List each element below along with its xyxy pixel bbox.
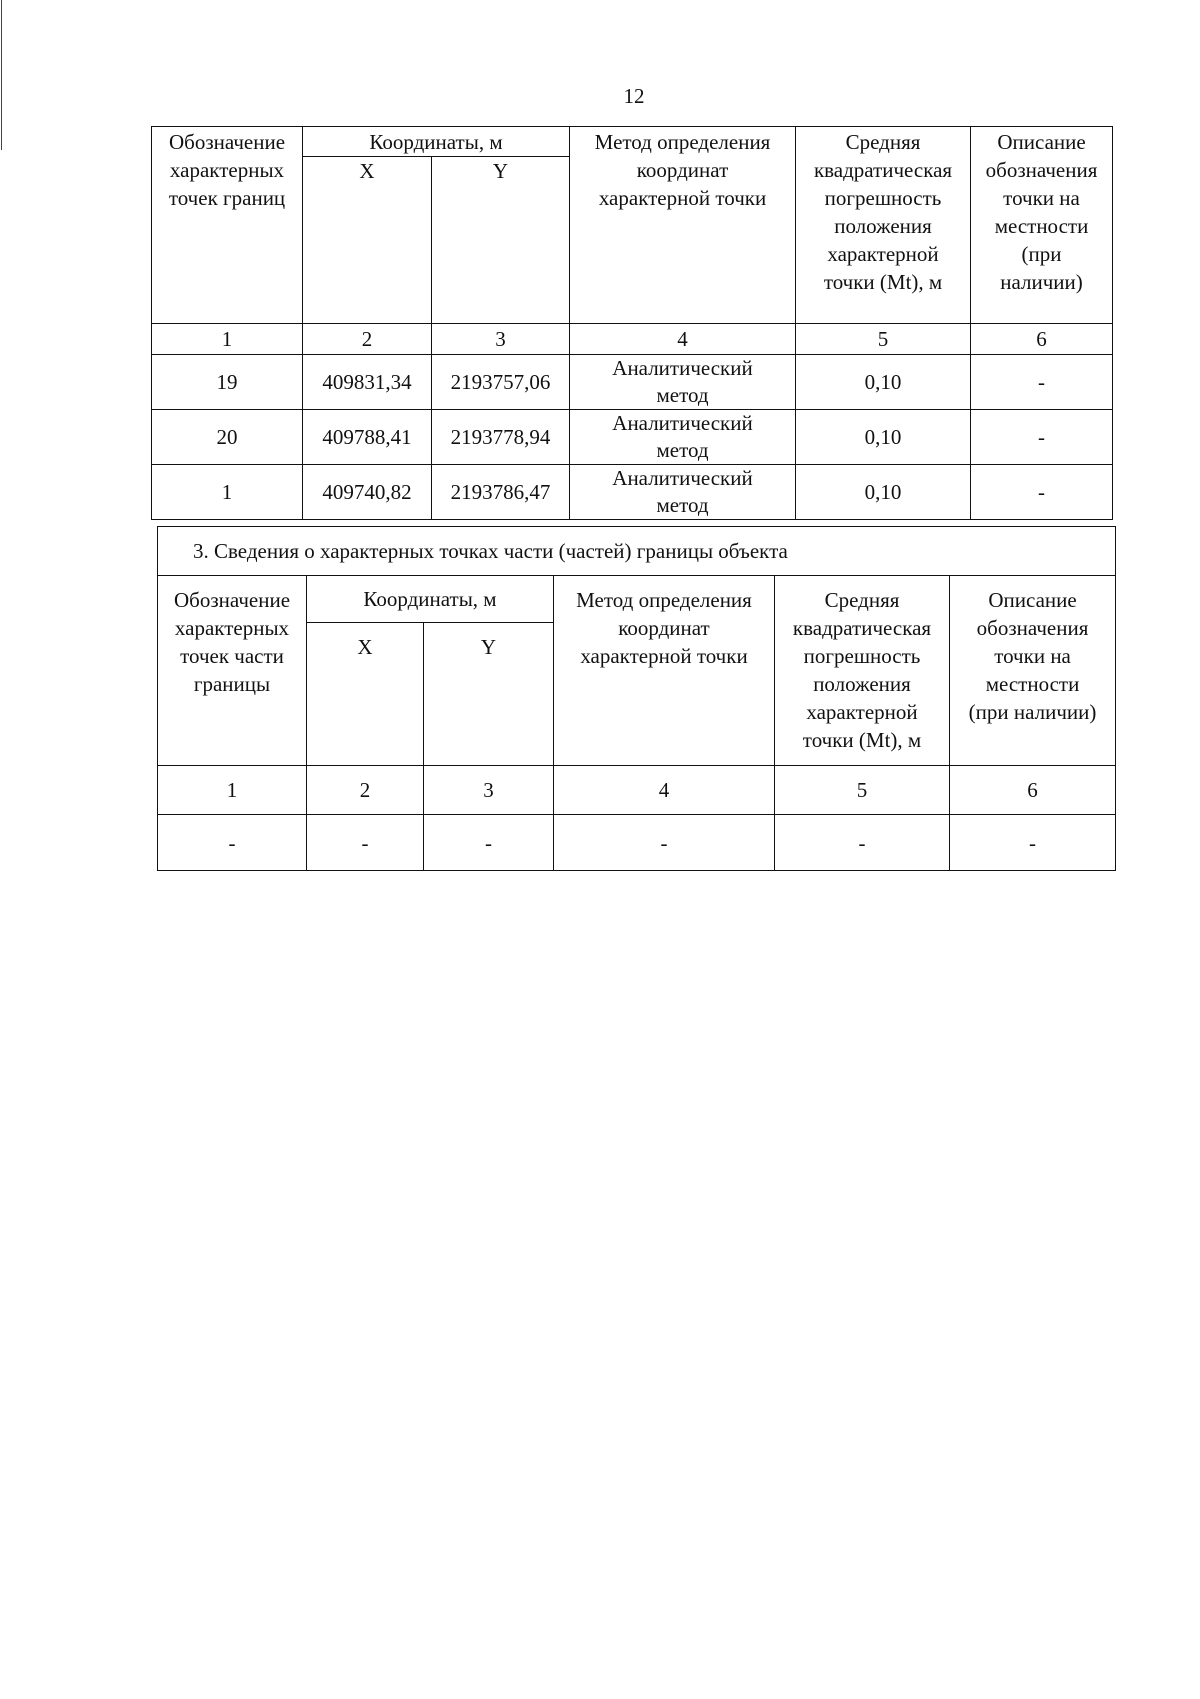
boundary-points-table xyxy=(151,126,1113,520)
point-id: 20 xyxy=(152,410,303,465)
header-error: Средняя квадратическая погрешность положения характерной точки (Mt), м xyxy=(775,576,950,766)
header-error: Средняя квадратическая погрешность положения характерной точки (Mt), м xyxy=(796,127,971,324)
column-number: 4 xyxy=(570,324,796,355)
header-description: Описание обозначения точки на местности (при наличии) xyxy=(950,576,1116,766)
column-number: 2 xyxy=(303,324,432,355)
coord-x: 409788,41 xyxy=(303,410,432,465)
method-cell: Аналитический метод xyxy=(570,355,796,410)
coord-y: 2193778,94 xyxy=(432,410,570,465)
page-number: 12 xyxy=(623,84,645,108)
header-coordinates: Координаты, м xyxy=(303,127,570,157)
error-value: - xyxy=(775,815,950,871)
table-row xyxy=(158,815,1116,871)
table-row xyxy=(152,355,1113,410)
column-number: 4 xyxy=(554,766,775,815)
coord-y: - xyxy=(424,815,554,871)
header-method: Метод определения координат характерной точки xyxy=(554,576,775,766)
error-value: 0,10 xyxy=(796,465,971,520)
column-number: 2 xyxy=(307,766,424,815)
point-id: - xyxy=(158,815,307,871)
column-number: 6 xyxy=(971,324,1113,355)
point-id: 1 xyxy=(152,465,303,520)
header-designation: Обозначение характерных точек границ xyxy=(152,127,303,324)
page-left-edge xyxy=(1,0,2,150)
header-designation: Обозначение характерных точек части границы xyxy=(158,576,307,766)
table-row xyxy=(152,465,1113,520)
column-number: 1 xyxy=(158,766,307,815)
header-y: Y xyxy=(424,623,554,766)
coord-x: 409740,82 xyxy=(303,465,432,520)
header-coordinates: Координаты, м xyxy=(307,576,554,623)
coord-x: - xyxy=(307,815,424,871)
coord-y: 2193786,47 xyxy=(432,465,570,520)
description-value: - xyxy=(971,410,1113,465)
method-cell: Аналитический метод xyxy=(570,410,796,465)
boundary-part-points-table xyxy=(157,526,1116,871)
method-cell: - xyxy=(554,815,775,871)
error-value: 0,10 xyxy=(796,355,971,410)
header-y-fill xyxy=(432,185,570,324)
coord-y: 2193757,06 xyxy=(432,355,570,410)
description-value: - xyxy=(971,355,1113,410)
column-number: 1 xyxy=(152,324,303,355)
description-value: - xyxy=(950,815,1116,871)
method-cell: Аналитический метод xyxy=(570,465,796,520)
header-x: X xyxy=(303,157,432,186)
header-y: Y xyxy=(432,157,570,186)
header-x: X xyxy=(307,623,424,766)
column-number: 5 xyxy=(796,324,971,355)
error-value: 0,10 xyxy=(796,410,971,465)
section-title: 3. Сведения о характерных точках части (частей) границы объекта xyxy=(158,527,1116,576)
column-number: 3 xyxy=(424,766,554,815)
point-id: 19 xyxy=(152,355,303,410)
header-x-fill xyxy=(303,185,432,324)
column-number: 3 xyxy=(432,324,570,355)
header-description: Описание обозначения точки на местности (при наличии) xyxy=(971,127,1113,324)
coord-x: 409831,34 xyxy=(303,355,432,410)
header-method: Метод определения координат характерной точки xyxy=(570,127,796,324)
description-value: - xyxy=(971,465,1113,520)
column-number: 6 xyxy=(950,766,1116,815)
column-numbers-row xyxy=(152,324,1113,355)
column-number: 5 xyxy=(775,766,950,815)
table-row xyxy=(152,410,1113,465)
column-numbers-row xyxy=(158,766,1116,815)
